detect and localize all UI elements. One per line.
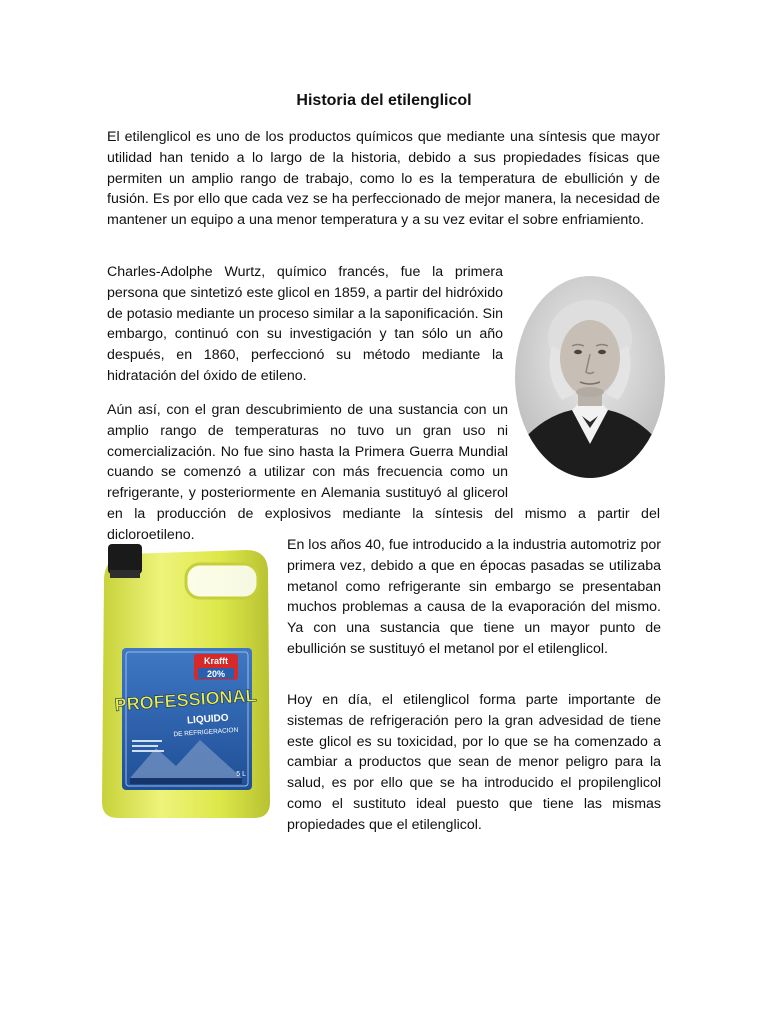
page-title: Historia del etilenglicol xyxy=(296,92,472,109)
paragraph-intro: El etilenglicol es uno de los productos químicos que mediante una síntesis que mayor utilidad han tenido a lo largo de la historia, debido a sus propiedades físicas que permiten un amplio rango de trabajo, como lo es la temperatura de ebullición y de fusión. Es por ello que cada vez se ha perfeccionado de mejor manera, la necesidad de mantener un equipo a una menor temperatura y a su vez evitar el sobre enfriamiento. xyxy=(107,129,660,229)
antifreeze-bottle-graphic xyxy=(96,540,276,826)
wurtz-portrait-graphic xyxy=(514,276,666,479)
bottle-refrigeracion-text: DE REFRIGERACION xyxy=(173,726,239,739)
paragraph-wurtz: Charles-Adolphe Wurtz, químico francés, fue la primera persona que sintetizó este glicol en 1859, a partir del hidróxido de potasio mediante un proceso similar a la saponificación. Sin embargo, continuó con su investigación y tan sólo un año después, en 1860, perfeccionó su método mediante la hidratación del óxido de etileno. xyxy=(107,264,503,384)
bottle-brand-text: Krafft xyxy=(204,656,228,666)
bottle-volume-text: 5 L xyxy=(236,771,246,778)
bottle-professional-text: PROFESSIONAL xyxy=(114,685,258,715)
bottle-percent-text: 20% xyxy=(206,669,226,679)
antifreeze-bottle-image xyxy=(96,540,276,826)
wurtz-portrait-image xyxy=(514,276,666,479)
paragraph-history-text: Aún así, con el gran descubrimiento de una sustancia con un amplio rango de temperaturas no tuvo un gran uso ni comercialización. No fue sino hasta la Primera Guerra Mundial cuando se comenzó a utilizar con más frecuencia como un refrigerante, y posteriormente en Alemania sustituyó al glicerol en la producción de explosivos mediante la síntesis del mismo a partir del dicloroetileno. xyxy=(107,402,660,543)
paragraph-automotive: En los años 40, fue introducido a la industria automotriz por primera vez, debido a que en épocas pasadas se utilizaba metanol como refrigerante sin embargo se presentaban muchos problemas a causa de la evaporación del mismo. Ya con una sustancia que tiene un mayor punto de ebullición se sustituyó el metanol por el etilenglicol. xyxy=(287,537,661,657)
paragraph-today: Hoy en día, el etilenglicol forma parte importante de sistemas de refrigeración pero la gran advesidad de tiene este glicol es su toxicidad, por lo que se ha comenzado a cambiar a productos que sean de menor peligro para la salud, es por ello que se ha introducido el propilenglicol como el sustituto ideal puesto que tiene las mismas propiedades que el etilenglicol. xyxy=(287,692,661,833)
bottle-liquido-text: LIQUIDO xyxy=(186,712,229,727)
